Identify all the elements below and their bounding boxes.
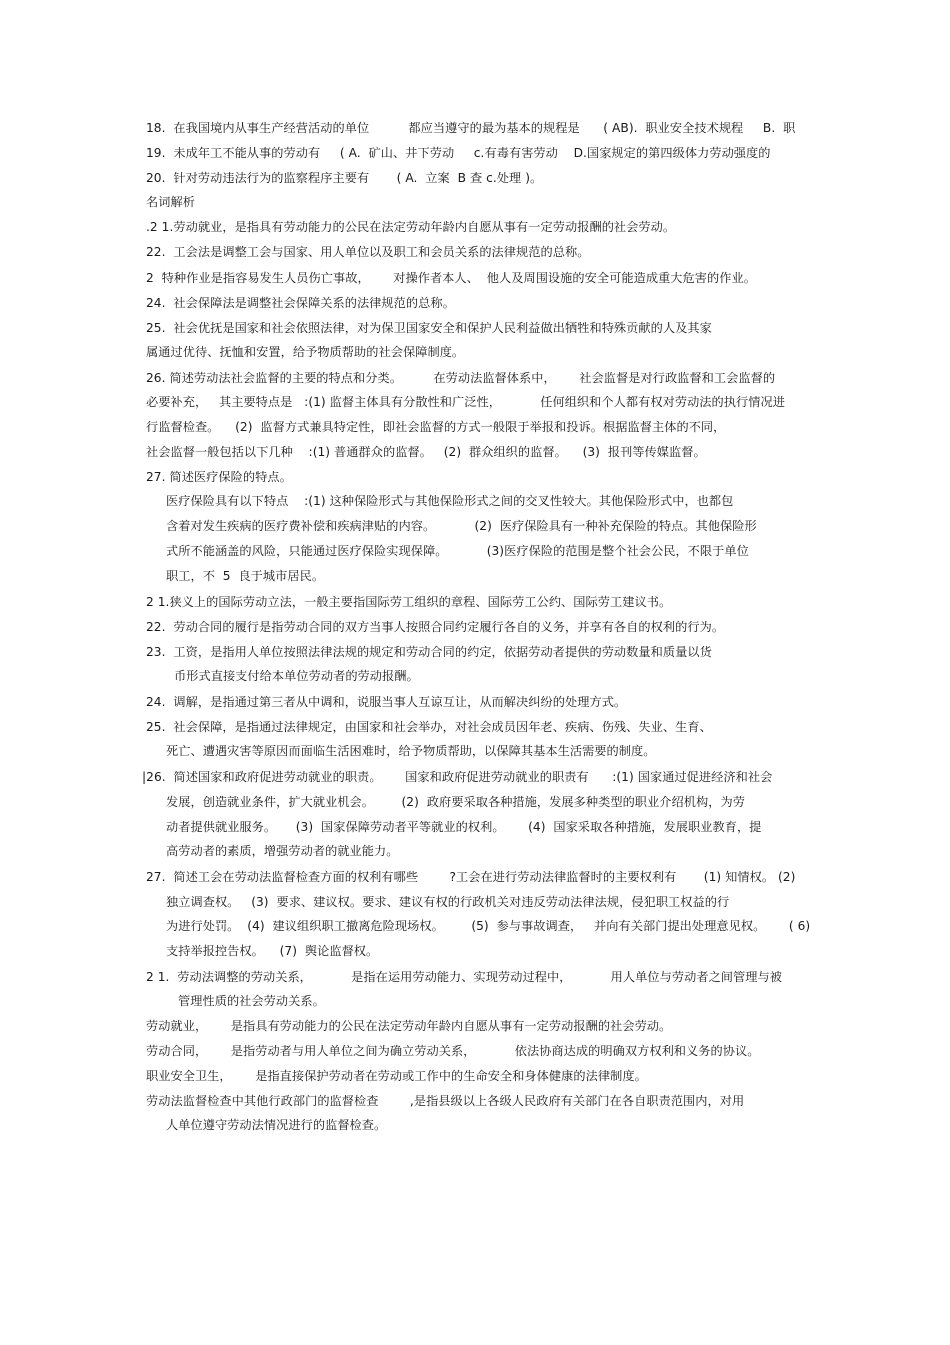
text-line-24: 24. 社会保障法是调整社会保障关系的法律规范的总称。 — [146, 296, 455, 310]
text-line-supervision: 劳动法监督检查中其他行政部门的监督检查 ,是指县级以上各级人民政府有关部门在各自职责范围内，对用 — [146, 1094, 745, 1108]
text-line-27-cont2: 含着对发生疾病的医疗费补偿和疾病津贴的内容。 (2) 医疗保险具有一种补充保险的特点。其他保险形 — [166, 519, 757, 533]
text-line-26-cont3: 社会监督一般包括以下几种 :(1) 普通群众的监督。 (2) 群众组织的监督。 (3) 报刊等传媒监督。 — [146, 445, 706, 459]
text-line-c21: 2 1. 劳动法调整的劳动关系， 是指在运用劳动能力、实现劳动过程中， 用人单位与劳动者之间管理与被 — [146, 970, 782, 984]
text-line-27: 27. 简述医疗保险的特点。 — [146, 470, 292, 484]
text-line-b23: 23. 工资，是指用人单位按照法律法规的规定和劳动合同的约定，依据劳动者提供的劳动数量和质量以货 — [146, 645, 712, 659]
text-line-b27-cont3: 支持举报控告权。 (7) 舆论监督权。 — [166, 944, 379, 958]
text-line-27-cont1: 医疗保险具有以下特点 :(1) 这种保险形式与其他保险形式之间的交叉性较大。其他保险形式中，也都包 — [166, 494, 734, 508]
text-line-q18: 18. 在我国境内从事生产经营活动的单位 都应当遵守的最为基本的规程是 ( AB). 职业安全技术规程 B. 职 — [146, 121, 796, 135]
text-line-b26-cont3: 高劳动者的素质，增强劳动者的就业能力。 — [166, 844, 399, 858]
text-line-b26: |26. 简述国家和政府促进劳动就业的职责。 国家和政府促进劳动就业的职责有 :(1) 国家通过促进经济和社会 — [142, 770, 773, 784]
text-line-21: .2 1.劳动就业，是指具有劳动能力的公民在法定劳动年龄内自愿从事有一定劳动报酬的社会劳动。 — [146, 220, 676, 234]
text-line-25: 25. 社会优抚是国家和社会依照法律，对为保卫国家安全和保护人民利益做出牺牲和特殊贡献的人及其家 — [146, 321, 712, 335]
text-line-safety: 职业安全卫生， 是指直接保护劳动者在劳动或工作中的生命安全和身体健康的法律制度。 — [146, 1069, 647, 1083]
text-line-26-cont1: 必要补充， 其主要特点是 :(1) 监督主体具有分散性和广泛性， 任何组织和个人都有权对劳动法的执行情况进 — [146, 395, 785, 409]
text-line-b26-cont2: 动者提供就业服务。 (3) 国家保障劳动者平等就业的权利。 (4) 国家采取各种措施，发展职业教育，提 — [166, 820, 762, 834]
text-line-b23-cont: 币形式直接支付给本单位劳动者的劳动报酬。 — [174, 669, 419, 683]
text-line-27-cont4: 职工，不 5 良于城市居民。 — [166, 569, 325, 583]
text-line-b22: 22. 劳动合同的履行是指劳动合同的双方当事人按照合同约定履行各自的义务，并享有各自的权利的行为。 — [146, 620, 725, 634]
text-line-b27-cont1: 独立调查权。 (3) 要求、建议权。要求、建议有权的行政机关对违反劳动法律法规，侵犯职工权益的行 — [166, 895, 730, 909]
text-line-25-cont: 属通过优待、抚恤和安置，给予物质帮助的社会保障制度。 — [146, 345, 465, 359]
text-line-b25-cont: 死亡、遭遇灾害等原因而面临生活困难时，给予物质帮助，以保障其基本生活需要的制度。 — [166, 744, 656, 758]
text-line-b26-cont1: 发展，创造就业条件，扩大就业机会。 (2) 政府要采取各种措施，发展多种类型的职业介绍机构，为劳 — [166, 795, 745, 809]
text-line-b21: 2 1.狭义上的国际劳动立法，一般主要指国际劳工组织的章程、国际劳工公约、国际劳工建议书。 — [146, 595, 672, 609]
text-line-supervision-cont: 人单位遵守劳动法情况进行的监督检查。 — [166, 1118, 387, 1132]
text-line-b27: 27. 简述工会在劳动法监督检查方面的权利有哪些 ?工会在进行劳动法律监督时的主要权利有 (1) 知情权。 (2) — [146, 870, 796, 884]
text-line-b24: 24. 调解，是指通过第三者从中调和，说服当事人互谅互让，从而解决纠纷的处理方式。 — [146, 695, 627, 709]
text-line-b25: 25. 社会保障，是指通过法律规定，由国家和社会举办，对社会成员因年老、疾病、伤残、失业、生育、 — [146, 720, 712, 734]
text-line-b27-cont2: 为进行处罚。 (4) 建议组织职工撤离危险现场权。 (5) 参与事故调查， 并向有关部门提出处理意见权。 ( 6) — [166, 919, 811, 933]
text-line-26: 26. 简述劳动法社会监督的主要的特点和分类。 在劳动法监督体系中， 社会监督是对行政监督和工会监督的 — [146, 371, 776, 385]
text-line-contract: 劳动合同， 是指劳动者与用人单位之间为确立劳动关系， 依法协商达成的明确双方权利和义务的协议。 — [146, 1044, 760, 1058]
text-line-26-cont2: 行监督检查。 (2) 监督方式兼具特定性，即社会监督的方式一般限于举报和投诉。根据监督主体的不同， — [146, 420, 726, 434]
text-line-q19: 19. 未成年工不能从事的劳动有 ( A. 矿山、井下劳动 c.有毒有害劳动 D.国家规定的第四级体力劳动强度的 — [146, 146, 771, 160]
section-heading: 名词解析 — [146, 195, 195, 209]
text-line-employment: 劳动就业， 是指具有劳动能力的公民在法定劳动年龄内自愿从事有一定劳动报酬的社会劳动。 — [146, 1019, 672, 1033]
text-line-q20: 20. 针对劳动违法行为的监察程序主要有 ( A. 立案 B 查 c.处理 )。 — [146, 171, 543, 185]
text-line-27-cont3: 式所不能涵盖的风险，只能通过医疗保险实现保障。 (3)医疗保险的范围是整个社会公民，不限于单位 — [166, 544, 749, 558]
text-line-23: 2 特种作业是指容易发生人员伤亡事故， 对操作者本人、 他人及周围设施的安全可能造成重大危害的作业。 — [146, 271, 756, 285]
text-line-c21-cont: 管理性质的社会劳动关系。 — [178, 994, 325, 1008]
text-line-22: 22. 工会法是调整工会与国家、用人单位以及职工和会员关系的法律规范的总称。 — [146, 245, 590, 259]
